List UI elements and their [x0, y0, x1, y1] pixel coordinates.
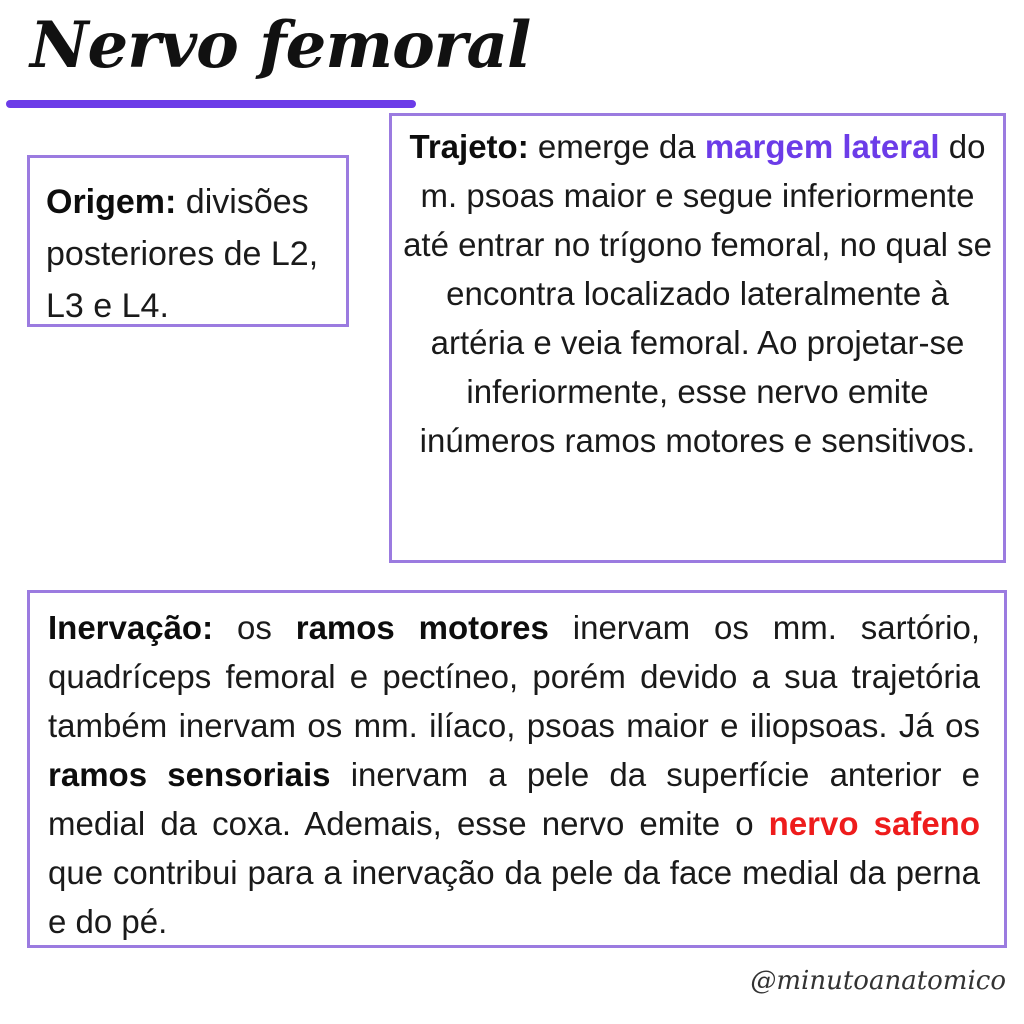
inervacao-text-3: inervam a pele da superfície anterior e medial da coxa. Ademais, esse nervo emite o	[48, 756, 981, 842]
trajeto-label: Trajeto:	[409, 128, 529, 165]
title-underline	[6, 100, 416, 108]
origem-box	[27, 155, 349, 327]
origem-text: divisões posteriores de L2, L3 e L4.	[46, 183, 319, 325]
page-title: Nervo femoral	[30, 8, 531, 83]
inervacao-text-1: os	[213, 609, 296, 646]
inervacao-bold-2: ramos sensoriais	[48, 756, 331, 793]
origem-label: Origem:	[46, 183, 177, 221]
trajeto-text-1: emerge da	[528, 128, 705, 165]
author-handle: @minutoanatomico	[750, 966, 1006, 996]
inervacao-text-4: que contribui para a inervação da pele da face medial da perna e do pé.	[48, 854, 980, 940]
trajeto-text-2: do m. psoas maior e segue inferiormente até entrar no trígono femoral, no qual se encontra localizado lateralmente à artéria e veia femoral. Ao projetar-se inferiormente, esse nervo emite inúmeros ramos motores e sensitivos.	[403, 128, 992, 459]
inervacao-text-2: inervam os mm. sartório, quadríceps femoral e pectíneo, porém devido a sua trajetória também inervam os mm. ilíaco, psoas maior e iliopsoas. Já os	[48, 609, 980, 744]
trajeto-highlight: margem lateral	[704, 128, 940, 165]
inervacao-label: Inervação:	[48, 609, 214, 646]
inervacao-box	[27, 590, 1007, 948]
trajeto-box	[389, 113, 1006, 563]
inervacao-bold-1: ramos motores	[295, 609, 549, 646]
inervacao-highlight: nervo safeno	[768, 805, 980, 842]
